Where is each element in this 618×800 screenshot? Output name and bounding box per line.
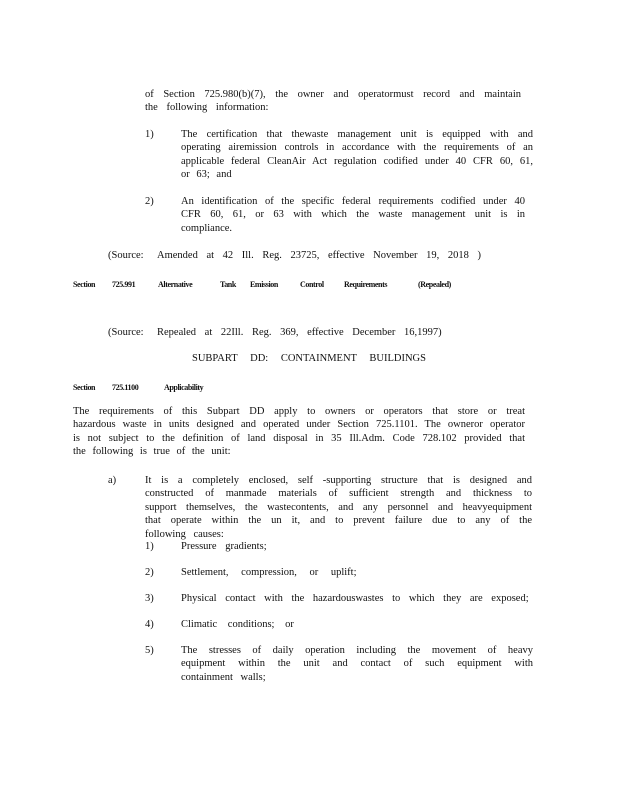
source-note-repealed: Repealed at 22Ill. Reg. 369, effective December 16,1997): [157, 327, 442, 338]
cause-text: Climatic conditions; or: [181, 619, 294, 630]
source-note-label: (Source:: [108, 250, 144, 261]
section-heading-725-1100: [0, 381, 618, 393]
subpart-heading: SUBPART DD: CONTAINMENT BUILDINGS: [192, 353, 426, 364]
section-title-part: Control: [300, 280, 324, 289]
section-title-part: Alternative: [158, 280, 193, 289]
source-note-amended: Amended at 42 Ill. Reg. 23725, effective November 19, 2018 ): [157, 250, 481, 261]
cause-number: 1): [145, 541, 154, 552]
section-heading-725-991: [0, 278, 618, 290]
cause-number: 4): [145, 619, 154, 630]
cause-number: 5): [145, 645, 154, 656]
info-item-text: The certification that thewaste management unit is equipped with and operating airemission controls in accordance with the requirements of an applicable federal CleanAir Act regulation codified under 40 CFR 60, 61, or 63; and: [181, 129, 533, 181]
info-item-text: An identification of the specific federal requirements codified under 40 CFR 60, 61, or 63 with which the waste management unit is in compliance.: [181, 196, 525, 234]
cause-number: 2): [145, 567, 154, 578]
item-a-text: It is a completely enclosed, self -supporting structure that is designed and constructed of manmade materials of sufficient strength and thickness to support themselves, the wastecontents, and any personnel and heavyequipment that operate within the un it, and to prevent failure due to any of the following causes:: [145, 475, 532, 540]
section-word: Section: [73, 383, 96, 392]
info-item-number: 2): [145, 196, 154, 207]
section-title-part: Emission: [250, 280, 278, 289]
cause-number: 3): [145, 593, 154, 604]
section-title: Applicability: [164, 383, 204, 392]
section-number: 725.991: [112, 280, 136, 289]
cause-text: Physical contact with the hazardouswastes to which they are exposed;: [181, 593, 529, 604]
section-title-part: (Repealed): [418, 280, 451, 289]
section-number: 725.1100: [112, 383, 139, 392]
source-note-label: (Source:: [108, 327, 144, 338]
requirements-paragraph: The requirements of this Subpart DD apply to owners or operators that store or treat hazardous waste in units designed and operated under Section 725.1101. The owneror operator is not subject to the definition of land disposal in 35 Ill.Adm. Code 728.102 provided that the following is true of the unit:: [73, 406, 525, 458]
cause-text: The stresses of daily operation including the movement of heavy equipment within the unit and contact of such equipment with containment walls;: [181, 645, 533, 683]
item-a-label: a): [108, 475, 117, 486]
info-item-number: 1): [145, 129, 154, 140]
cause-text: Pressure gradients;: [181, 541, 267, 552]
section-title-part: Tank: [220, 280, 236, 289]
section-title-part: Requirements: [344, 280, 388, 289]
intro-paragraph: of Section 725.980(b)(7), the owner and operatormust record and maintain the following information:: [145, 89, 521, 114]
section-word: Section: [73, 280, 96, 289]
cause-text: Settlement, compression, or uplift;: [181, 567, 357, 578]
